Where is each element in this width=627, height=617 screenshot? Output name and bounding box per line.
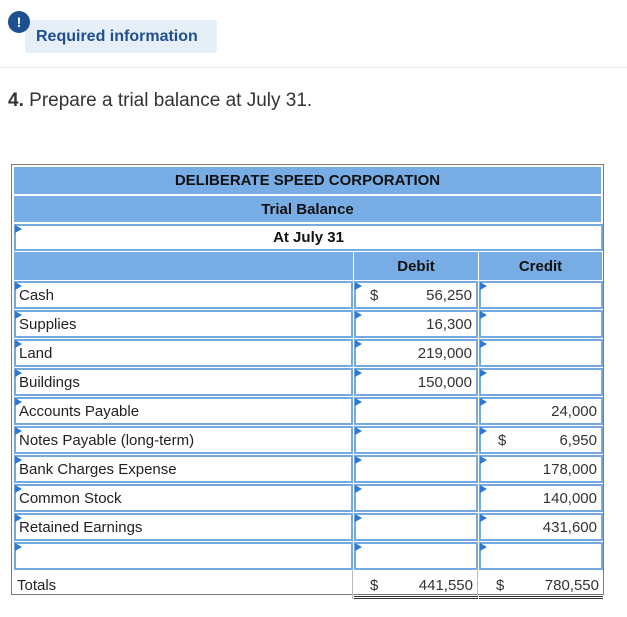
credit-input[interactable] [479, 310, 603, 338]
credit-input[interactable] [479, 397, 603, 425]
debit-total [354, 571, 478, 599]
account-input[interactable] [14, 513, 353, 541]
account-name: Supplies [19, 315, 77, 333]
credit-input[interactable] [479, 426, 603, 454]
input-marker-icon [355, 398, 362, 406]
account-name: Common Stock [19, 489, 122, 507]
input-marker-icon [480, 311, 487, 319]
credit-amount: 178,000 [542, 460, 597, 478]
input-marker-icon [480, 427, 487, 435]
input-marker-icon [15, 340, 22, 348]
credit-total-currency-symbol: $ [496, 577, 505, 594]
credit-amount: 431,600 [542, 518, 597, 536]
question [8, 90, 312, 112]
input-marker-icon [15, 514, 22, 522]
debit-amount: 56,250 [426, 286, 472, 304]
input-marker-icon [15, 369, 22, 377]
input-marker-icon [480, 369, 487, 377]
input-marker-icon [480, 456, 487, 464]
totals-label: Totals [14, 571, 353, 599]
debit-total-currency-symbol: $ [370, 577, 379, 594]
input-marker-icon [480, 514, 487, 522]
account-input[interactable] [14, 281, 353, 309]
input-marker-icon [480, 398, 487, 406]
input-marker-icon [355, 311, 362, 319]
input-marker-icon [480, 282, 487, 290]
input-marker-icon [15, 456, 22, 464]
debit-header: Debit [354, 252, 478, 280]
required-information-label: Required information [25, 20, 217, 53]
credit-header: Credit [479, 252, 602, 280]
debit-amount: 150,000 [417, 373, 472, 391]
account-header [14, 252, 353, 280]
credit-total-amount: 780,550 [544, 576, 599, 594]
alert-icon: ! [8, 11, 30, 33]
input-marker-icon [355, 543, 362, 551]
debit-input[interactable] [354, 542, 478, 570]
credit-amount: 140,000 [542, 489, 597, 507]
credit-input[interactable] [479, 368, 603, 396]
account-name: Bank Charges Expense [19, 460, 177, 478]
debit-input[interactable] [354, 455, 478, 483]
input-marker-icon [15, 485, 22, 493]
account-input[interactable] [14, 426, 353, 454]
debit-input[interactable] [354, 397, 478, 425]
trial-balance-table [11, 164, 604, 595]
debit-input[interactable] [354, 368, 478, 396]
credit-currency-symbol: $ [498, 432, 507, 449]
debit-input[interactable] [354, 513, 478, 541]
input-marker-icon [355, 340, 362, 348]
question-number: 4. [8, 90, 24, 111]
account-input[interactable] [14, 484, 353, 512]
input-marker-icon [15, 225, 22, 233]
credit-input[interactable] [479, 542, 603, 570]
credit-total-underline [479, 596, 603, 599]
input-marker-icon [15, 311, 22, 319]
account-input[interactable] [14, 310, 353, 338]
debit-input[interactable] [354, 281, 478, 309]
input-marker-icon [480, 543, 487, 551]
input-marker-icon [355, 282, 362, 290]
credit-input[interactable] [479, 513, 603, 541]
debit-input[interactable] [354, 484, 478, 512]
credit-amount: 24,000 [551, 402, 597, 420]
input-marker-icon [15, 427, 22, 435]
question-text: Prepare a trial balance at July 31. [29, 90, 313, 111]
account-name: Retained Earnings [19, 518, 143, 536]
input-marker-icon [355, 456, 362, 464]
credit-input[interactable] [479, 281, 603, 309]
input-marker-icon [15, 543, 22, 551]
divider [0, 67, 627, 68]
input-marker-icon [15, 398, 22, 406]
input-marker-icon [355, 485, 362, 493]
credit-total [479, 571, 603, 599]
account-input[interactable] [14, 542, 353, 570]
account-input[interactable] [14, 339, 353, 367]
credit-amount: 6,950 [559, 431, 597, 449]
account-input[interactable] [14, 397, 353, 425]
account-name: Cash [19, 286, 55, 304]
debit-input[interactable] [354, 426, 478, 454]
input-marker-icon [355, 514, 362, 522]
company-name: DELIBERATE SPEED CORPORATION [14, 167, 601, 194]
account-name: Land [19, 344, 53, 362]
account-input[interactable] [14, 368, 353, 396]
debit-total-underline [354, 596, 478, 599]
account-input[interactable] [14, 455, 353, 483]
input-marker-icon [355, 427, 362, 435]
statement-title: Trial Balance [14, 196, 601, 222]
debit-amount: 219,000 [417, 344, 472, 362]
debit-currency-symbol: $ [370, 287, 379, 304]
debit-input[interactable] [354, 339, 478, 367]
account-name: Accounts Payable [19, 402, 140, 420]
account-name: Buildings [19, 373, 80, 391]
credit-input[interactable] [479, 455, 603, 483]
debit-input[interactable] [354, 310, 478, 338]
credit-input[interactable] [479, 484, 603, 512]
debit-amount: 16,300 [426, 315, 472, 333]
account-name: Notes Payable (long-term) [19, 431, 195, 449]
input-marker-icon [480, 340, 487, 348]
statement-date[interactable]: At July 31 [14, 224, 603, 251]
input-marker-icon [15, 282, 22, 290]
debit-total-amount: 441,550 [418, 576, 473, 594]
input-marker-icon [355, 369, 362, 377]
credit-input[interactable] [479, 339, 603, 367]
input-marker-icon [480, 485, 487, 493]
